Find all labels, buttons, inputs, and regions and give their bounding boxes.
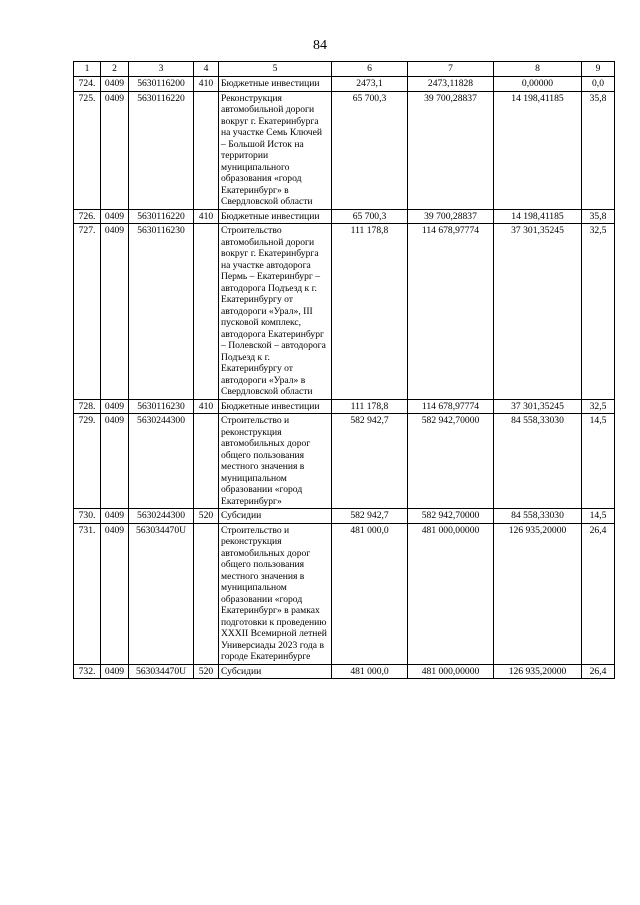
percent-col9: 32,5 [582, 399, 615, 414]
value-col7: 481 000,00000 [408, 664, 494, 679]
value-col8: 14 198,41185 [494, 209, 582, 224]
percent-col9: 35,8 [582, 91, 615, 209]
header-cell: 2 [101, 62, 129, 77]
target-code: 5630244300 [129, 509, 194, 524]
section-code: 0409 [101, 523, 129, 664]
header-cell: 9 [582, 62, 615, 77]
header-row [74, 62, 615, 77]
target-code: 5630116220 [129, 209, 194, 224]
target-code: 563034470U [129, 664, 194, 679]
expense-type [194, 91, 219, 209]
value-col8: 84 558,33030 [494, 509, 582, 524]
expense-type: 410 [194, 209, 219, 224]
item-name: Строительство автомобильной дороги вокруг г. Екатеринбурга на участке автодорога Пермь – Екатеринбург – автодорога Подъезд к г. Екатеринбургу от автодороги «Урал», III пусковой комплекс, автодорога Екатеринбург – Полевской – автодорога Подъезд к г. Екатеринбургу от автодороги «Урал» в Свердловской области [219, 224, 332, 400]
table-row [74, 664, 615, 679]
value-col8: 37 301,35245 [494, 224, 582, 400]
value-col7: 39 700,28837 [408, 91, 494, 209]
target-code: 5630116230 [129, 399, 194, 414]
section-code: 0409 [101, 664, 129, 679]
section-code: 0409 [101, 509, 129, 524]
table-row [74, 509, 615, 524]
value-col7: 2473,11828 [408, 77, 494, 92]
value-col8: 0,00000 [494, 77, 582, 92]
table-row [74, 91, 615, 209]
value-col7: 114 678,97774 [408, 399, 494, 414]
value-col8: 14 198,41185 [494, 91, 582, 209]
item-name: Строительство и реконструкция автомобильных дорог общего пользования местного значения в муниципальном образовании «город Екатеринбург» [219, 414, 332, 509]
value-col6: 111 178,8 [332, 224, 408, 400]
percent-col9: 0,0 [582, 77, 615, 92]
value-col7: 582 942,70000 [408, 414, 494, 509]
item-name: Бюджетные инвестиции [219, 77, 332, 92]
value-col6: 111 178,8 [332, 399, 408, 414]
table-row [74, 209, 615, 224]
section-code: 0409 [101, 224, 129, 400]
row-number: 730. [74, 509, 101, 524]
value-col6: 65 700,3 [332, 209, 408, 224]
percent-col9: 14,5 [582, 414, 615, 509]
value-col8: 84 558,33030 [494, 414, 582, 509]
table-row [74, 77, 615, 92]
row-number: 728. [74, 399, 101, 414]
item-name: Строительство и реконструкция автомобильных дорог общего пользования местного значения в муниципальном образовании «город Екатеринбург» в рамках подготовки к проведению XXXII Всемирной летней Универсиады 2023 года в городе Екатеринбурге [219, 523, 332, 664]
section-code: 0409 [101, 209, 129, 224]
percent-col9: 32,5 [582, 224, 615, 400]
header-cell: 4 [194, 62, 219, 77]
expense-type: 520 [194, 509, 219, 524]
row-number: 725. [74, 91, 101, 209]
header-cell: 7 [408, 62, 494, 77]
target-code: 5630116230 [129, 224, 194, 400]
expense-type: 520 [194, 664, 219, 679]
value-col6: 582 942,7 [332, 414, 408, 509]
row-number: 726. [74, 209, 101, 224]
expense-type: 410 [194, 77, 219, 92]
expense-type [194, 414, 219, 509]
value-col6: 65 700,3 [332, 91, 408, 209]
row-number: 732. [74, 664, 101, 679]
percent-col9: 14,5 [582, 509, 615, 524]
value-col6: 582 942,7 [332, 509, 408, 524]
row-number: 731. [74, 523, 101, 664]
target-code: 563034470U [129, 523, 194, 664]
item-name: Реконструкция автомобильной дороги вокруг г. Екатеринбурга на участке Семь Ключей – Большой Исток на территории муниципального образования «город Екатеринбург» в Свердловской области [219, 91, 332, 209]
value-col7: 39 700,28837 [408, 209, 494, 224]
value-col8: 37 301,35245 [494, 399, 582, 414]
table-row [74, 399, 615, 414]
page-number: 84 [313, 38, 327, 53]
header-cell: 6 [332, 62, 408, 77]
item-name: Субсидии [219, 509, 332, 524]
value-col8: 126 935,20000 [494, 664, 582, 679]
section-code: 0409 [101, 91, 129, 209]
row-number: 727. [74, 224, 101, 400]
value-col6: 2473,1 [332, 77, 408, 92]
target-code: 5630244300 [129, 414, 194, 509]
percent-col9: 35,8 [582, 209, 615, 224]
value-col7: 582 942,70000 [408, 509, 494, 524]
table-row [74, 414, 615, 509]
item-name: Субсидии [219, 664, 332, 679]
target-code: 5630116200 [129, 77, 194, 92]
value-col7: 481 000,00000 [408, 523, 494, 664]
expense-type [194, 224, 219, 400]
value-col7: 114 678,97774 [408, 224, 494, 400]
percent-col9: 26,4 [582, 664, 615, 679]
item-name: Бюджетные инвестиции [219, 399, 332, 414]
section-code: 0409 [101, 414, 129, 509]
header-cell: 8 [494, 62, 582, 77]
header-cell: 1 [74, 62, 101, 77]
table-row [74, 523, 615, 664]
percent-col9: 26,4 [582, 523, 615, 664]
table-row [74, 224, 615, 400]
section-code: 0409 [101, 77, 129, 92]
row-number: 729. [74, 414, 101, 509]
budget-table [73, 61, 615, 679]
section-code: 0409 [101, 399, 129, 414]
expense-type [194, 523, 219, 664]
value-col6: 481 000,0 [332, 664, 408, 679]
item-name: Бюджетные инвестиции [219, 209, 332, 224]
target-code: 5630116220 [129, 91, 194, 209]
value-col8: 126 935,20000 [494, 523, 582, 664]
header-cell: 3 [129, 62, 194, 77]
value-col6: 481 000,0 [332, 523, 408, 664]
row-number: 724. [74, 77, 101, 92]
expense-type: 410 [194, 399, 219, 414]
header-cell: 5 [219, 62, 332, 77]
